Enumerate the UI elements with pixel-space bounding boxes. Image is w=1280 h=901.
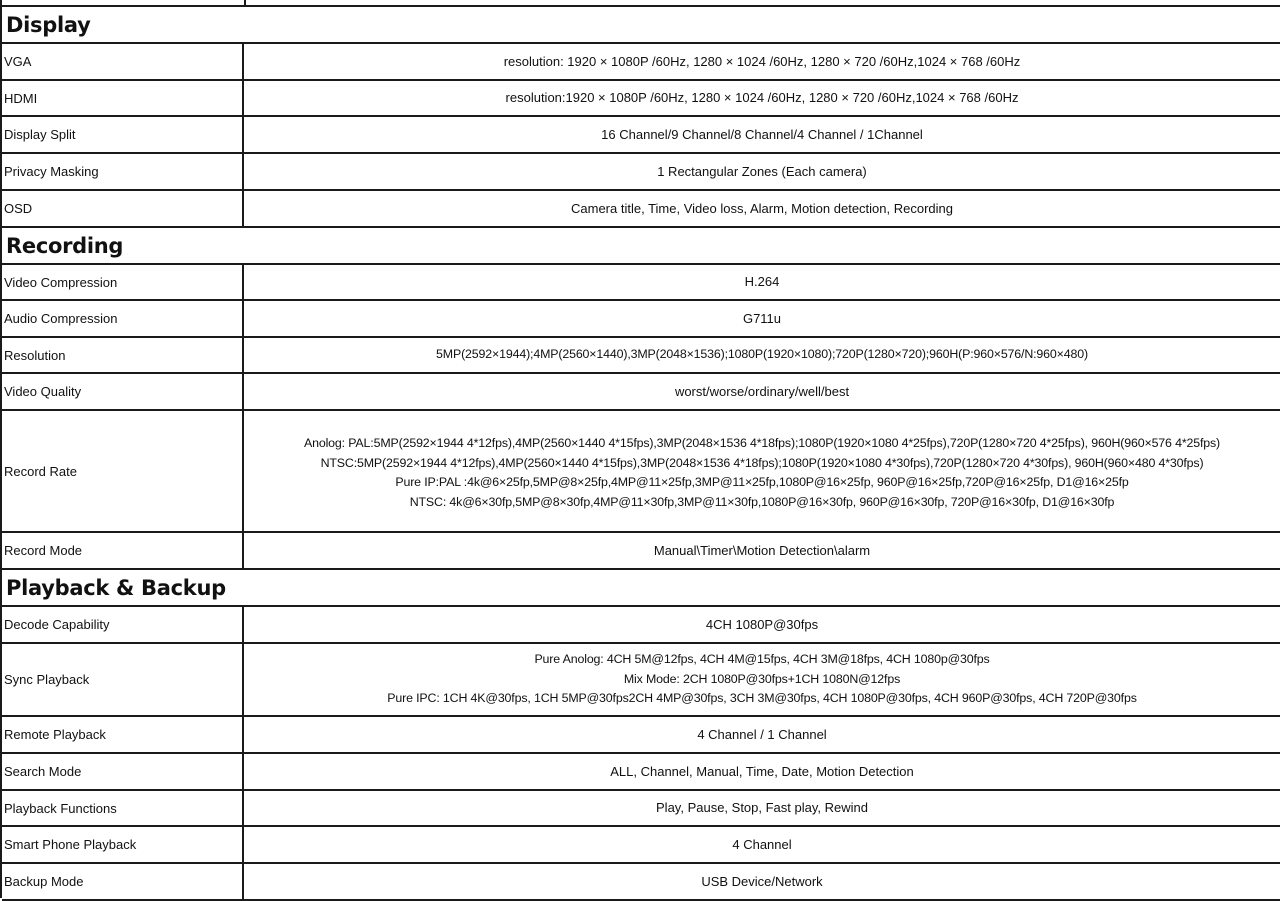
spec-value-video-compression [244, 265, 1280, 299]
spec-label-privacy-masking: Privacy Masking [2, 154, 244, 189]
spec-row-video-quality [2, 374, 1280, 411]
spec-value-text: G711u [742, 310, 782, 326]
spec-row-audio-compression [2, 301, 1280, 338]
spec-row-record-mode [2, 533, 1280, 570]
spec-value-text: Camera title, Time, Video loss, Alarm, Motion detection, Recording [571, 200, 953, 216]
spec-label-hdmi: HDMI [2, 81, 244, 115]
spec-label-record-rate: Record Rate [2, 411, 244, 531]
spec-value-display-split [244, 117, 1280, 152]
spec-value-text: resolution:1920 × 1080P /60Hz, 1280 × 1024 /60Hz, 1280 × 720 /60Hz,1024 × 768 /60Hz [505, 90, 1019, 106]
spec-value-remote-playback [244, 717, 1280, 752]
spec-value-hdmi [244, 81, 1280, 115]
spec-row-playback-functions [2, 791, 1280, 827]
spec-value-text: 4 Channel / 1 Channel [697, 726, 827, 742]
section-title-playback-backup: Playback & Backup [6, 575, 226, 600]
section-title-display: Display [6, 12, 91, 37]
sync-playback-line-analog: Pure Anolog: 4CH 5M@12fps, 4CH 4M@15fps, 4CH 3M@18fps, 4CH 1080p@30fps [534, 652, 990, 667]
spec-value-text: worst/worse/ordinary/well/best [674, 383, 850, 399]
sync-playback-line-mix: Mix Mode: 2CH 1080P@30fps+1CH 1080N@12fps [623, 671, 901, 686]
spec-label-sync-playback: Sync Playback [2, 644, 244, 715]
spec-label-resolution: Resolution [2, 338, 244, 372]
record-rate-line-ip-ntsc: NTSC: 4k@6×30fp,5MP@8×30fp,4MP@11×30fp,3MP@11×30fp,1080P@16×30fp, 960P@16×30fp, 720P@16×30fp, D1@16×30fp [409, 494, 1115, 509]
spec-value-text: Play, Pause, Stop, Fast play, Rewind [656, 800, 868, 816]
spec-row-remote-playback [2, 717, 1280, 754]
spec-row-decode-capability [2, 607, 1280, 644]
section-header-playback-backup [2, 570, 1280, 607]
spec-row-sync-playback [2, 644, 1280, 717]
spec-row-vga [2, 44, 1280, 81]
spec-value-privacy-masking [244, 154, 1280, 189]
spec-label-backup-mode: Backup Mode [2, 864, 244, 899]
section-header-recording [2, 228, 1280, 265]
spec-value-search-mode [244, 754, 1280, 789]
spec-label-remote-playback: Remote Playback [2, 717, 244, 752]
top-table-edge [2, 0, 1280, 7]
spec-label-video-quality: Video Quality [2, 374, 244, 409]
spec-value-backup-mode [244, 864, 1280, 899]
spec-value-text: ALL, Channel, Manual, Time, Date, Motion Detection [610, 763, 914, 779]
spec-value-decode-capability [244, 607, 1280, 642]
spec-value-audio-compression [244, 301, 1280, 336]
spec-row-resolution [2, 338, 1280, 374]
record-rate-line-analog-ntsc: NTSC:5MP(2592×1944 4*12fps),4MP(2560×1440 4*15fps),3MP(2048×1536 4*18fps);1080P(1920×1080 4*30fps),720P(1280×720 4*30fps), 960H(960×480 4*30fps) [320, 455, 1204, 470]
spec-label-smart-phone-playback: Smart Phone Playback [2, 827, 244, 862]
spec-label-audio-compression: Audio Compression [2, 301, 244, 336]
spec-value-text: USB Device/Network [701, 873, 823, 889]
spec-value-resolution [244, 338, 1280, 372]
spec-value-sync-playback [244, 644, 1280, 715]
spec-value-text: resolution: 1920 × 1080P /60Hz, 1280 × 1024 /60Hz, 1280 × 720 /60Hz,1024 × 768 /60Hz [503, 53, 1021, 69]
spec-value-record-rate [244, 411, 1280, 531]
spec-label-record-mode: Record Mode [2, 533, 244, 568]
spec-row-hdmi [2, 81, 1280, 117]
spec-value-vga [244, 44, 1280, 79]
spec-label-playback-functions: Playback Functions [2, 791, 244, 825]
section-title-recording: Recording [6, 233, 124, 258]
section-header-display [2, 7, 1280, 44]
spec-value-text: 16 Channel/9 Channel/8 Channel/4 Channel / 1Channel [601, 126, 923, 142]
spec-value-text: 1 Rectangular Zones (Each camera) [657, 163, 867, 179]
record-rate-line-analog-pal: Anolog: PAL:5MP(2592×1944 4*12fps),4MP(2560×1440 4*15fps),3MP(2048×1536 4*18fps);1080P(1920×1080 4*25fps),720P(1280×720 4*25fps), 960H(960×576 4*25fps) [303, 436, 1221, 450]
spec-value-text: 5MP(2592×1944);4MP(2560×1440),3MP(2048×1536);1080P(1920×1080);720P(1280×720);960H(P:960×576/N:960×480) [436, 347, 1088, 362]
spec-value-text: 4CH 1080P@30fps [705, 616, 819, 632]
sync-playback-line-ipc: Pure IPC: 1CH 4K@30fps, 1CH 5MP@30fps2CH 4MP@30fps, 3CH 3M@30fps, 4CH 1080P@30fps, 4CH 960P@30fps, 4CH 720P@30fps [387, 691, 1137, 706]
record-rate-line-ip-pal: Pure IP:PAL :4k@6×25fp,5MP@8×25fp,4MP@11×25fp,3MP@11×25fp,1080P@16×25fp, 960P@16×25fp,720P@16×25fp, D1@16×25fp [395, 475, 1129, 489]
spec-value-text: H.264 [744, 274, 780, 290]
spec-row-video-compression [2, 265, 1280, 301]
spec-value-text: 4 Channel [732, 836, 792, 852]
spec-value-record-mode [244, 533, 1280, 568]
spec-value-playback-functions [244, 791, 1280, 825]
spec-label-osd: OSD [2, 191, 244, 226]
spec-label-video-compression: Video Compression [2, 265, 244, 299]
spec-row-backup-mode [2, 864, 1280, 901]
spec-row-privacy-masking [2, 154, 1280, 191]
spec-value-video-quality [244, 374, 1280, 409]
spec-row-osd [2, 191, 1280, 228]
spec-value-osd [244, 191, 1280, 226]
spec-value-smart-phone-playback [244, 827, 1280, 862]
spec-row-smart-phone-playback [2, 827, 1280, 864]
spec-row-search-mode [2, 754, 1280, 791]
spec-row-display-split [2, 117, 1280, 154]
spec-row-record-rate [2, 411, 1280, 533]
spec-value-text: Manual\Timer\Motion Detection\alarm [653, 542, 871, 558]
spec-label-vga: VGA [2, 44, 244, 79]
spec-label-display-split: Display Split [2, 117, 244, 152]
spec-label-search-mode: Search Mode [2, 754, 244, 789]
spec-label-decode-capability: Decode Capability [2, 607, 244, 642]
